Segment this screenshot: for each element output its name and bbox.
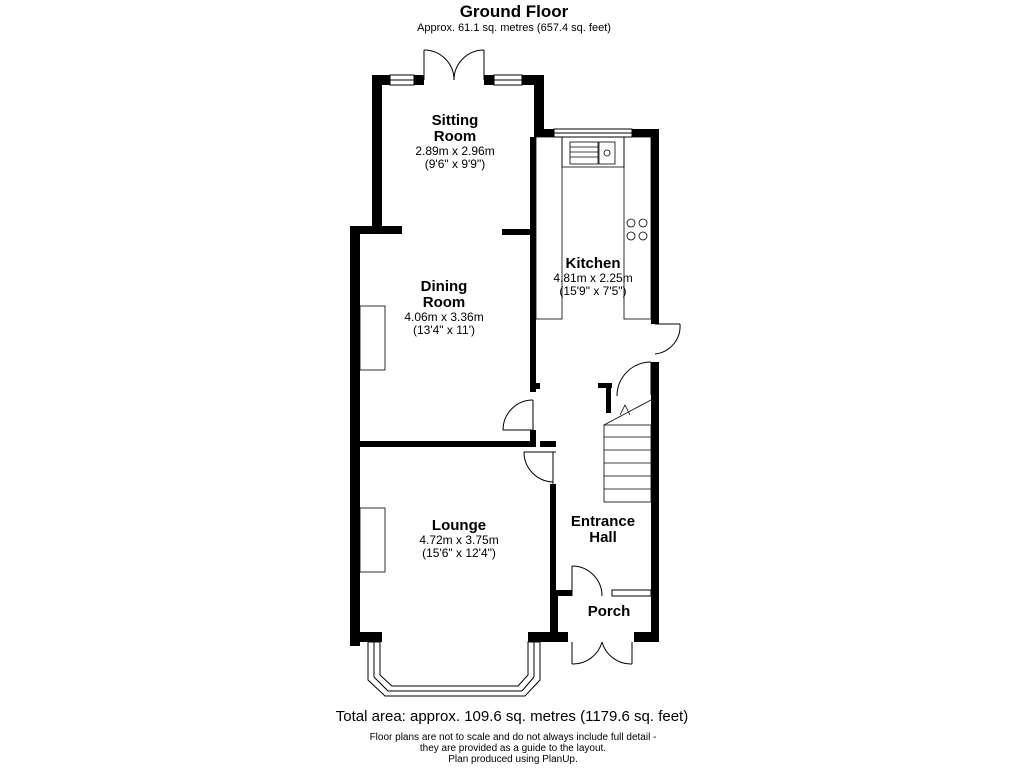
porch-inner-door: [572, 566, 602, 596]
room-dimensions-metric: 4.72m x 3.75m: [419, 533, 499, 547]
room-name: Room: [422, 294, 466, 311]
wall: [534, 129, 554, 137]
chimney-breast: [360, 306, 385, 370]
lounge-door: [524, 452, 556, 484]
room-label-hall: [571, 514, 635, 546]
porch-front-doors: [572, 642, 632, 664]
wall: [350, 632, 382, 642]
floor-area: Approx. 61.1 sq. metres (657.4 sq. feet): [417, 22, 611, 34]
disclaimer: [370, 732, 657, 765]
room-dimensions-imperial: (13'4" x 11'): [413, 323, 475, 337]
back-door: [655, 324, 680, 354]
room-dimensions-imperial: (15'9" x 7'5"): [559, 284, 627, 298]
room-name: Room: [433, 128, 477, 145]
wall: [414, 75, 424, 85]
room-dimensions-metric: 2.89m x 2.96m: [415, 144, 495, 158]
chimney-breast: [360, 508, 385, 572]
room-name: Porch: [587, 603, 631, 620]
room-dimensions-metric: 4.81m x 2.25m: [553, 271, 633, 285]
bay-window: [368, 642, 540, 696]
staircase: [604, 400, 651, 502]
room-label-sitting: [415, 113, 494, 171]
wall: [350, 226, 360, 646]
room-name: Entrance: [570, 513, 636, 530]
floor-title: Ground Floor: [459, 2, 569, 21]
room-label-lounge: [419, 518, 498, 560]
room-dimensions-imperial: (9'6" x 9'9"): [424, 157, 486, 171]
wall: [372, 75, 390, 85]
wall: [560, 590, 572, 596]
wall: [372, 75, 382, 230]
room-name: Kitchen: [565, 255, 621, 272]
room-dimensions-imperial: (15'6" x 12'4"): [422, 546, 496, 560]
wall: [528, 632, 568, 642]
window: [612, 590, 651, 596]
wall: [550, 484, 556, 596]
hall-door: [617, 362, 651, 396]
sink: [570, 142, 598, 164]
wall: [484, 75, 494, 85]
sink: [599, 142, 615, 164]
disclaimer-line: Plan produced using PlanUp.: [448, 754, 578, 765]
room-name: Sitting: [431, 112, 479, 129]
wall: [502, 229, 532, 235]
wall: [350, 441, 536, 447]
wall: [651, 129, 659, 324]
disclaimer-line: they are provided as a guide to the layout.: [419, 743, 607, 754]
wall: [651, 362, 659, 642]
wall: [540, 441, 556, 447]
room-name: Dining: [420, 278, 468, 295]
total-area: Total area: approx. 109.6 sq. metres (1179.6 sq. feet): [335, 708, 689, 725]
disclaimer-line: Floor plans are not to scale and do not always include full detail -: [369, 732, 657, 743]
french-doors: [424, 50, 484, 80]
wall: [530, 430, 536, 442]
wall: [606, 383, 611, 413]
wall: [530, 137, 536, 392]
wall: [372, 226, 402, 234]
room-name: Hall: [589, 529, 617, 546]
room-name: Lounge: [431, 517, 487, 534]
wall: [530, 383, 540, 389]
wall: [534, 75, 544, 137]
room-dimensions-metric: 4.06m x 3.36m: [404, 310, 484, 324]
room-label-porch: [588, 604, 631, 620]
dining-door: [503, 400, 533, 430]
room-label-kitchen: [553, 256, 632, 298]
room-label-dining: [404, 279, 483, 337]
